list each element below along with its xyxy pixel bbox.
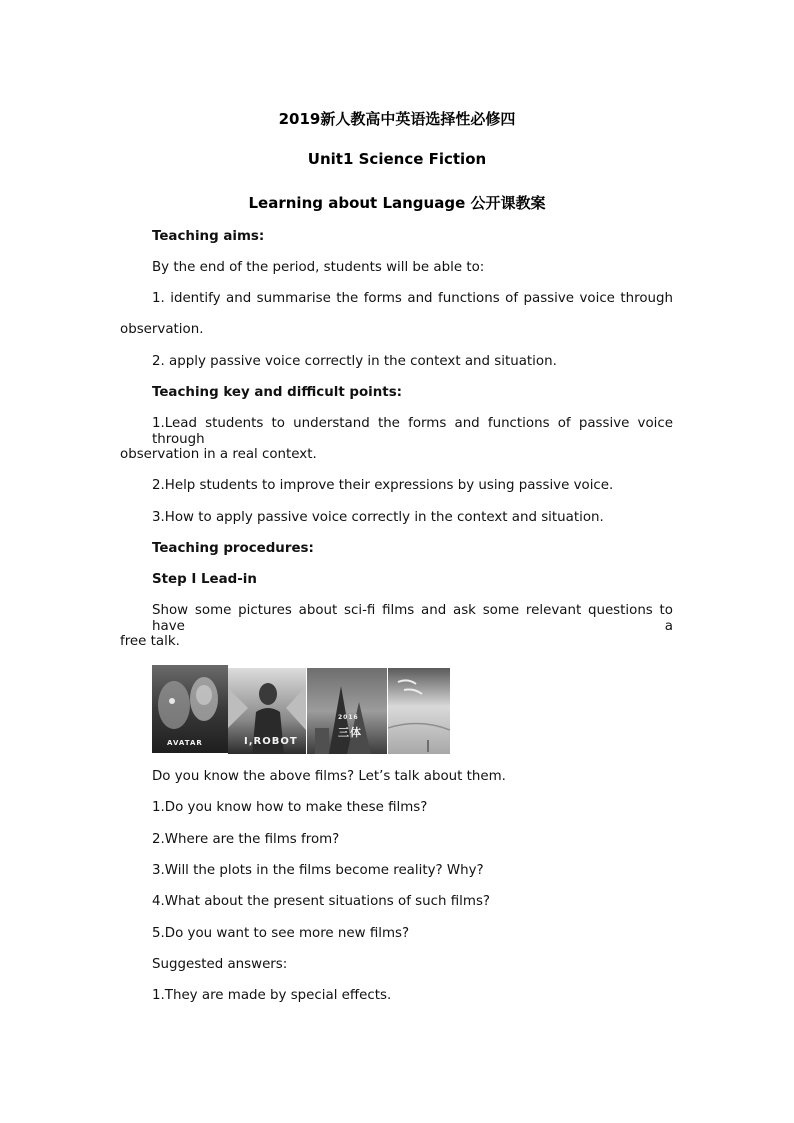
answer-1: 1.They are made by special effects. xyxy=(152,988,392,1003)
question-1: 1.Do you know how to make these films? xyxy=(152,800,428,815)
unit-title: Unit1 Science Fiction xyxy=(307,150,487,168)
aim-1-line-2: observation. xyxy=(120,322,204,337)
step-1-text-line-1: Show some pictures about sci-fi films and ask some relevant questions to have a xyxy=(152,603,673,634)
step-1-heading: Step Ⅰ Lead-in xyxy=(152,572,257,587)
question-5: 5.Do you want to see more new films? xyxy=(152,926,410,941)
procedures-heading: Teaching procedures: xyxy=(152,541,314,556)
point-1-line-1: 1.Lead students to understand the forms and functions of passive voice through xyxy=(152,416,673,447)
teaching-aims-heading: Teaching aims: xyxy=(152,229,265,244)
poster-three-body-title: 三体 xyxy=(338,726,362,739)
poster-three-body-image xyxy=(307,668,387,754)
aim-2: 2. apply passive voice correctly in the context and situation. xyxy=(152,354,557,369)
poster-irobot xyxy=(228,668,306,754)
point-2: 2.Help students to improve their expressions by using passive voice. xyxy=(152,478,614,493)
suggested-answers-heading: Suggested answers: xyxy=(152,957,288,972)
poster-wandering-earth xyxy=(388,668,450,754)
aims-intro: By the end of the period, students will be able to: xyxy=(152,260,485,275)
poster-three-body-year: 2016 xyxy=(338,714,359,721)
poster-avatar xyxy=(152,665,228,753)
poster-wandering-earth-image xyxy=(388,668,450,754)
key-points-heading: Teaching key and difficult points: xyxy=(152,385,403,400)
question-4: 4.What about the present situations of such films? xyxy=(152,894,491,909)
poster-irobot-title: I,ROBOT xyxy=(244,736,298,747)
aim-1-line-1: 1. identify and summarise the forms and functions of passive voice through xyxy=(152,291,673,306)
document-title: 2019新人教高中英语选择性必修四 xyxy=(278,110,516,128)
point-3: 3.How to apply passive voice correctly in the context and situation. xyxy=(152,510,604,525)
films-prompt: Do you know the above films? Let’s talk about them. xyxy=(152,769,506,784)
point-1-line-2: observation in a real context. xyxy=(120,447,317,462)
poster-avatar-title: AVATAR xyxy=(167,739,203,747)
step-1-text-line-2: free talk. xyxy=(120,634,180,649)
question-2: 2.Where are the films from? xyxy=(152,832,340,847)
poster-three-body xyxy=(307,668,387,754)
question-3: 3.Will the plots in the films become reality? Why? xyxy=(152,863,484,878)
lesson-title: Learning about Language 公开课教案 xyxy=(248,194,546,212)
